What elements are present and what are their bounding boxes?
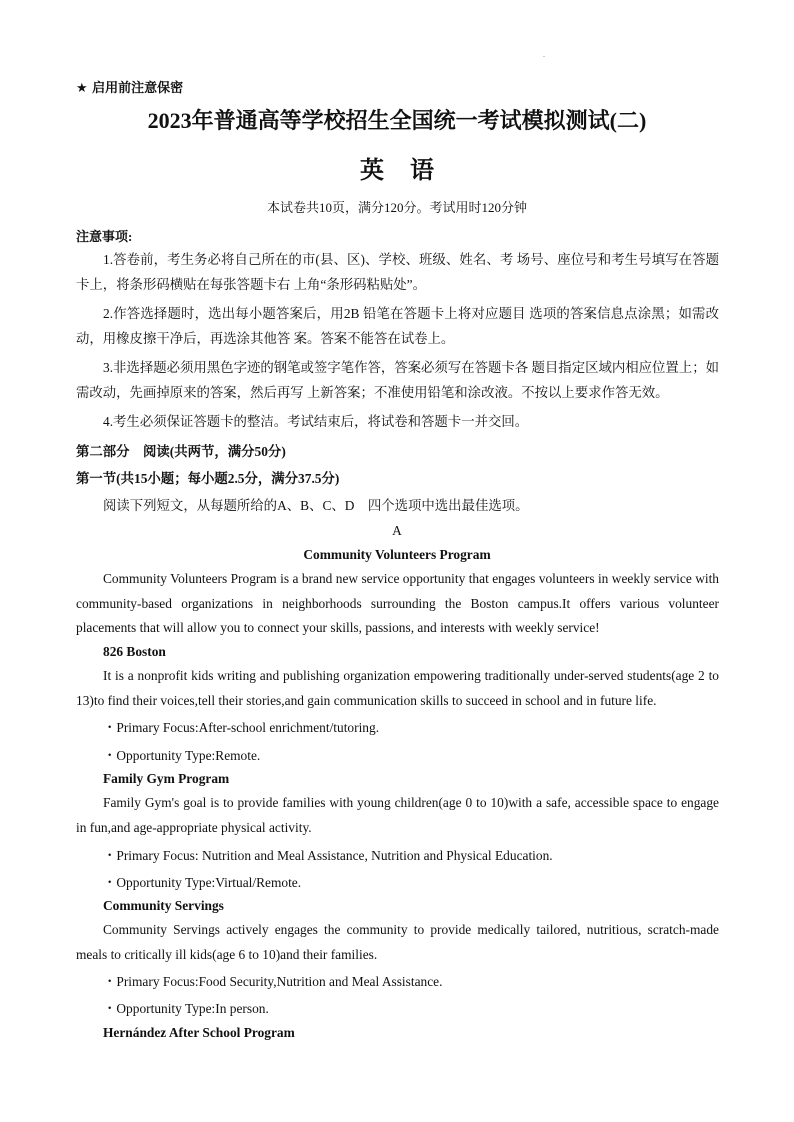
subject-char-1: 英 [360,158,384,184]
corner-mark: . [543,50,545,59]
program-description: Family Gym's goal is to provide families with young children(age 0 to 10)with a safe, accessible space to engage in fun,and age-appropriate physical activity. [76,795,719,835]
program-focus: ・Primary Focus:After-school enrichment/tutoring. [103,720,380,735]
notice-item-1: 1.答卷前，考生务必将自己所在的市(县、区)、学校、班级、姓名、考 场号、座位号和考生号填写在答题卡上，将条形码横贴在每张答题卡右 上角“条形码粘贴处”。 [76,252,719,292]
program-type: ・Opportunity Type:Virtual/Remote. [103,875,302,890]
program-name: 826 Boston [103,644,166,659]
notice-item-3: 3.非选择题必须用黑色字迹的钢笔或签字笔作答，答案必须写在答题卡各 题目指定区域内相应位置上；如需改动，先画掉原来的答案，然后再写 上新答案；不准使用铅笔和涂改液。不按以上要求作答无效。 [76,360,719,400]
program-type: ・Opportunity Type:In person. [103,1001,269,1016]
section-sub-heading: 第一节(共15小题；每小题2.5分，满分37.5分) [76,471,340,486]
exam-title: 2023年普通高等学校招生全国统一考试模拟测试(二) [147,108,647,133]
exam-info: 本试卷共10页，满分120分。考试用时120分钟 [266,200,527,215]
program-name: Family Gym Program [103,771,230,786]
program-description: It is a nonprofit kids writing and publishing organization empowering traditionally under-served students(age 2 to 13)to find their voices,tell their stories,and gain communication skills to succeed in school and in future life. [76,668,719,708]
section-part-heading: 第二部分 阅读(共两节，满分50分) [76,444,286,459]
confidential-notice: ★ 启用前注意保密 [76,81,184,96]
program-focus: ・Primary Focus: Nutrition and Meal Assistance, Nutrition and Physical Education. [103,848,553,863]
passage-title: Community Volunteers Program [303,547,491,562]
subject-char-2: 语 [410,158,434,184]
notice-heading: 注意事项: [76,229,133,244]
notice-item-2: 2.作答选择题时，选出每小题答案后，用2B 铅笔在答题卡上将对应题目 选项的答案信息点涂黑；如需改动，用橡皮擦干净后，再选涂其他答 案。答案不能答在试卷上。 [76,306,719,346]
subject-heading [0,150,794,185]
program-name: Community Servings [103,898,224,913]
program-type: ・Opportunity Type:Remote. [103,748,261,763]
passage-intro: Community Volunteers Program is a brand new service opportunity that engages volunteers in weekly service with community-based organizations in neighborhoods surrounding the Boston campus.It offers various volunteer placements that will allow you to connect your skills, passions, and interests with weekly service! [76,571,719,635]
program-description: Community Servings actively engages the community to provide medically tailored, nutritious, scratch-made meals to critically ill kids(age 6 to 10)and their families. [76,922,719,962]
program-focus: ・Primary Focus:Food Security,Nutrition and Meal Assistance. [103,974,443,989]
program-name: Hernández After School Program [103,1025,295,1040]
section-instruction: 阅读下列短文，从每题所给的A、B、C、D 四个选项中选出最佳选项。 [103,498,529,513]
notice-item-4: 4.考生必须保证答题卡的整洁。考试结束后，将试卷和答题卡一并交回。 [103,414,529,429]
passage-letter: A [392,523,402,538]
